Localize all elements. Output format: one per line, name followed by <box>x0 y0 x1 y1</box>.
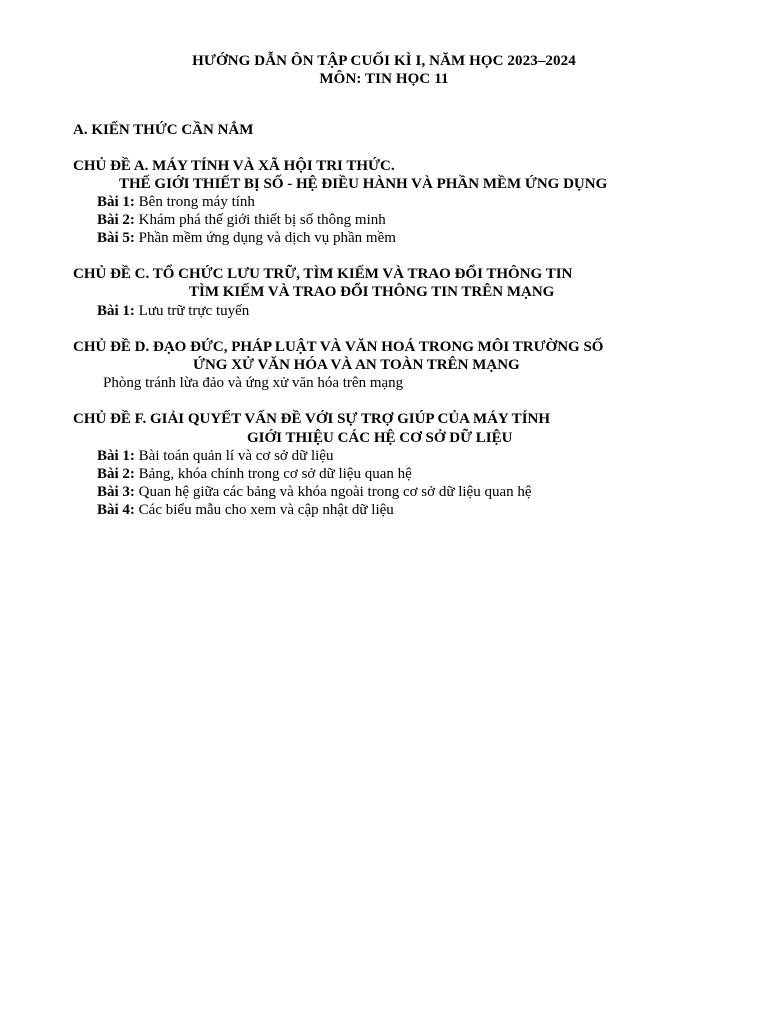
subject-title: MÔN: TIN HỌC 11 <box>319 71 449 87</box>
lesson-title: Bảng, khóa chính trong cơ sở dữ liệu quan hệ <box>134 466 412 482</box>
lesson-number: Bài 4: <box>97 502 135 518</box>
document-title: HƯỚNG DẪN ÔN TẬP CUỐI KÌ I, NĂM HỌC 2023–2024 <box>192 53 576 69</box>
topic-c-lesson-1 <box>97 302 249 320</box>
section-a-heading: A. KIẾN THỨC CẦN NẮM <box>73 122 254 138</box>
topic-a-heading: CHỦ ĐỀ A. MÁY TÍNH VÀ XÃ HỘI TRI THỨC. <box>73 158 395 174</box>
topic-d-heading: CHỦ ĐỀ D. ĐẠO ĐỨC, PHÁP LUẬT VÀ VĂN HOÁ TRONG MÔI TRƯỜNG SỐ <box>73 339 604 355</box>
lesson-title: Khám phá thế giới thiết bị số thông minh <box>134 212 386 228</box>
topic-f-subheading: GIỚI THIỆU CÁC HỆ CƠ SỞ DỮ LIỆU <box>247 430 513 446</box>
topic-f-lesson-1 <box>97 447 333 465</box>
topic-d-note: Phòng tránh lừa đảo và ứng xử văn hóa trên mạng <box>103 375 404 391</box>
topic-c-subheading: TÌM KIẾM VÀ TRAO ĐỔI THÔNG TIN TRÊN MẠNG <box>189 284 555 300</box>
topic-f-lesson-2 <box>97 465 412 483</box>
lesson-number: Bài 1: <box>97 448 135 464</box>
topic-d-subheading: ỨNG XỬ VĂN HÓA VÀ AN TOÀN TRÊN MẠNG <box>193 357 520 373</box>
topic-a-lesson-5 <box>97 229 396 247</box>
lesson-title: Lưu trữ trực tuyến <box>134 303 250 319</box>
lesson-title: Bên trong máy tính <box>134 194 255 210</box>
lesson-title: Bài toán quản lí và cơ sở dữ liệu <box>134 448 334 464</box>
topic-f-heading: CHỦ ĐỀ F. GIẢI QUYẾT VẤN ĐỀ VỚI SỰ TRỢ GIÚP CỦA MÁY TÍNH <box>73 411 551 427</box>
topic-a-lesson-2 <box>97 211 386 229</box>
lesson-number: Bài 5: <box>97 230 135 246</box>
lesson-number: Bài 3: <box>97 484 135 500</box>
lesson-number: Bài 1: <box>97 303 135 319</box>
lesson-number: Bài 2: <box>97 466 135 482</box>
lesson-title: Quan hệ giữa các bảng và khóa ngoài trong cơ sở dữ liệu quan hệ <box>134 484 532 500</box>
topic-c-heading: CHỦ ĐỀ C. TỔ CHỨC LƯU TRỮ, TÌM KIẾM VÀ TRAO ĐỔI THÔNG TIN <box>73 266 573 282</box>
lesson-title: Phần mềm ứng dụng và dịch vụ phần mềm <box>134 230 396 246</box>
lesson-number: Bài 1: <box>97 194 135 210</box>
lesson-number: Bài 2: <box>97 212 135 228</box>
topic-f-lesson-3 <box>97 483 532 501</box>
topic-f-lesson-4 <box>97 501 394 519</box>
topic-a-lesson-1 <box>97 193 255 211</box>
topic-a-subheading: THẾ GIỚI THIẾT BỊ SỐ - HỆ ĐIỀU HÀNH VÀ PHẦN MỀM ỨNG DỤNG <box>119 176 608 192</box>
lesson-title: Các biểu mẫu cho xem và cập nhật dữ liệu <box>134 502 394 518</box>
